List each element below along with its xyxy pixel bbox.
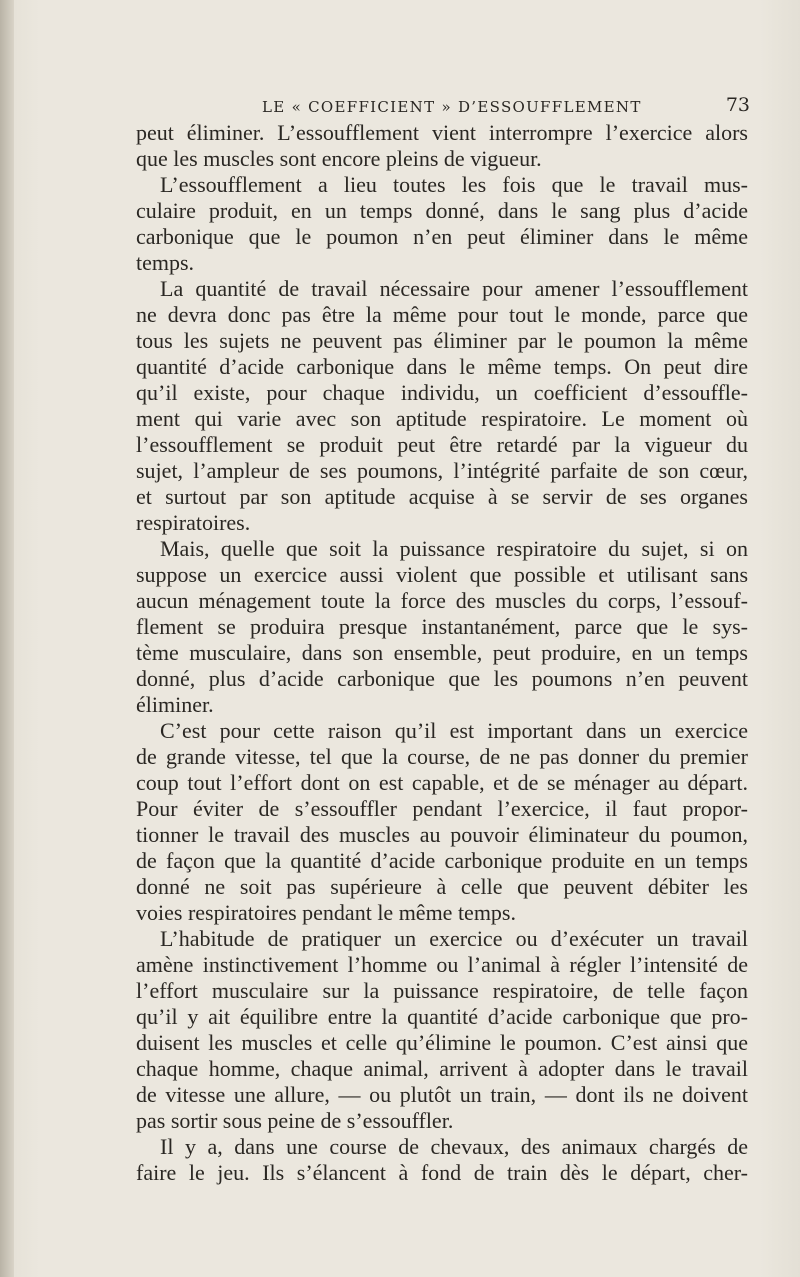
text-line: Il y a, dans une course de chevaux, des animaux chargés de xyxy=(160,1134,748,1159)
text-line: donné ne soit pas supérieure à celle que peuvent débiter les xyxy=(136,874,748,899)
text-line: ment qui varie avec son aptitude respiratoire. Le moment où xyxy=(136,406,748,431)
text-line: l’effort musculaire sur la puissance respiratoire, de telle façon xyxy=(136,978,748,1003)
text-line: temps. xyxy=(136,250,195,275)
page-number: 73 xyxy=(725,94,750,116)
text-line: suppose un exercice aussi violent que possible et utilisant sans xyxy=(136,562,748,587)
text-line: amène instinctivement l’homme ou l’animal à régler l’intensité de xyxy=(136,952,748,977)
text-line: tous les sujets ne peuvent pas éliminer par le poumon la même xyxy=(136,328,748,353)
text-line: duisent les muscles et celle qu’élimine le poumon. C’est ainsi que xyxy=(136,1030,748,1055)
text-line: que les muscles sont encore pleins de vigueur. xyxy=(136,146,542,171)
text-line: donné, plus d’acide carbonique que les poumons n’en peuvent xyxy=(136,666,748,691)
text-line: quantité d’acide carbonique dans le même temps. On peut dire xyxy=(136,354,748,379)
text-line: pas sortir sous peine de s’essouffler. xyxy=(136,1108,454,1133)
text-line: peut éliminer. L’essoufflement vient interrompre l’exercice alors xyxy=(136,120,748,145)
text-line: qu’il existe, pour chaque individu, un coefficient d’essouffle- xyxy=(136,380,748,405)
body-text xyxy=(136,120,748,1186)
text-line: et surtout par son aptitude acquise à se servir de ses organes xyxy=(136,484,748,509)
page-header xyxy=(262,92,750,120)
text-line: flement se produira presque instantanément, parce que le sys- xyxy=(136,614,748,639)
text-line: voies respiratoires pendant le même temps. xyxy=(136,900,516,925)
running-title: LE « COEFFICIENT » D’ESSOUFFLEMENT xyxy=(262,98,642,116)
text-line: Mais, quelle que soit la puissance respiratoire du sujet, si on xyxy=(160,536,748,561)
text-line: de grande vitesse, tel que la course, de ne pas donner du premier xyxy=(136,744,748,769)
text-line: Pour éviter de s’essouffler pendant l’exercice, il faut propor- xyxy=(136,796,748,821)
text-line: L’habitude de pratiquer un exercice ou d’exécuter un travail xyxy=(160,926,748,951)
text-line: tème musculaire, dans son ensemble, peut produire, en un temps xyxy=(136,640,748,665)
text-line: respiratoires. xyxy=(136,510,251,535)
text-line: faire le jeu. Ils s’élancent à fond de train dès le départ, cher- xyxy=(136,1160,748,1185)
text-line: sujet, l’ampleur de ses poumons, l’intégrité parfaite de son cœur, xyxy=(136,458,748,483)
text-line: L’essoufflement a lieu toutes les fois que le travail mus- xyxy=(160,172,748,197)
text-line: ne devra donc pas être la même pour tout le monde, parce que xyxy=(136,302,748,327)
text-line: La quantité de travail nécessaire pour amener l’essoufflement xyxy=(160,276,748,301)
text-line: l’essoufflement se produit peut être retardé par la vigueur du xyxy=(136,432,748,457)
text-line: aucun ménagement toute la force des muscles du corps, l’essouf- xyxy=(136,588,748,613)
page-binding-edge xyxy=(0,0,14,1277)
text-line: éliminer. xyxy=(136,692,214,717)
text-line: qu’il y ait équilibre entre la quantité d’acide carbonique que pro- xyxy=(136,1004,748,1029)
text-line: coup tout l’effort dont on est capable, et de se ménager au départ. xyxy=(136,770,748,795)
text-line: tionner le travail des muscles au pouvoir éliminateur du poumon, xyxy=(136,822,748,847)
text-line: de vitesse une allure, — ou plutôt un train, — dont ils ne doivent xyxy=(136,1082,748,1107)
text-line: chaque homme, chaque animal, arrivent à adopter dans le travail xyxy=(136,1056,748,1081)
text-line: carbonique que le poumon n’en peut éliminer dans le même xyxy=(136,224,748,249)
text-line: culaire produit, en un temps donné, dans le sang plus d’acide xyxy=(136,198,748,223)
text-line: C’est pour cette raison qu’il est important dans un exercice xyxy=(160,718,748,743)
text-line: de façon que la quantité d’acide carbonique produite en un temps xyxy=(136,848,748,873)
